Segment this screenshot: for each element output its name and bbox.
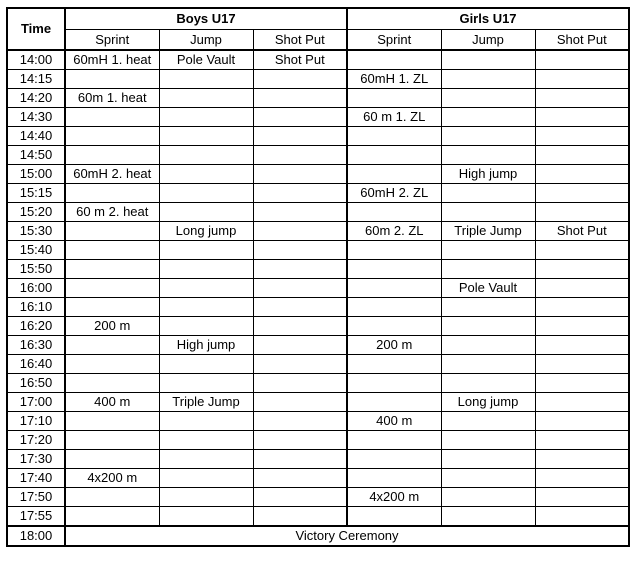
boys-shot-put-cell: [253, 336, 347, 355]
girls-shot-put-cell: [535, 488, 629, 507]
boys-sprint-cell: [65, 70, 159, 89]
boys-jump-cell: [159, 469, 253, 488]
table-row: [7, 70, 629, 89]
boys-jump-cell: Triple Jump: [159, 393, 253, 412]
boys-sprint-cell: [65, 127, 159, 146]
boys-jump-cell: [159, 355, 253, 374]
table-row: [7, 203, 629, 222]
boys-shot-put-cell: [253, 108, 347, 127]
girls-shot-put-cell: [535, 336, 629, 355]
girls-sprint-cell: [347, 279, 441, 298]
boys-sprint-cell: [65, 336, 159, 355]
girls-shot-put-header: Shot Put: [535, 30, 629, 51]
girls-sprint-cell: 60m 2. ZL: [347, 222, 441, 241]
boys-shot-put-cell: [253, 165, 347, 184]
boys-jump-cell: [159, 431, 253, 450]
time-cell: 15:40: [7, 241, 65, 260]
time-cell: 15:15: [7, 184, 65, 203]
boys-shot-put-cell: [253, 203, 347, 222]
girls-jump-cell: [441, 184, 535, 203]
boys-jump-cell: Pole Vault: [159, 50, 253, 70]
girls-jump-cell: Long jump: [441, 393, 535, 412]
boys-sprint-cell: [65, 355, 159, 374]
boys-shot-put-cell: Shot Put: [253, 50, 347, 70]
girls-shot-put-cell: [535, 50, 629, 70]
boys-shot-put-header: Shot Put: [253, 30, 347, 51]
boys-shot-put-cell: [253, 412, 347, 431]
boys-sprint-cell: [65, 184, 159, 203]
time-cell: 16:00: [7, 279, 65, 298]
time-cell: 16:10: [7, 298, 65, 317]
table-row: [7, 317, 629, 336]
boys-jump-cell: Long jump: [159, 222, 253, 241]
girls-jump-cell: [441, 469, 535, 488]
boys-sprint-cell: 60mH 2. heat: [65, 165, 159, 184]
girls-jump-cell: [441, 260, 535, 279]
girls-jump-cell: [441, 146, 535, 165]
table-row: [7, 336, 629, 355]
boys-sprint-cell: [65, 260, 159, 279]
girls-jump-cell: [441, 507, 535, 527]
time-cell: 17:40: [7, 469, 65, 488]
boys-shot-put-cell: [253, 89, 347, 108]
boys-sprint-cell: [65, 374, 159, 393]
girls-shot-put-cell: [535, 70, 629, 89]
time-cell: 14:50: [7, 146, 65, 165]
girls-jump-cell: [441, 298, 535, 317]
boys-jump-cell: [159, 260, 253, 279]
girls-sprint-cell: [347, 469, 441, 488]
sub-header-row: [7, 30, 629, 51]
time-cell: 15:30: [7, 222, 65, 241]
schedule-body: [7, 50, 629, 546]
girls-sprint-cell: [347, 393, 441, 412]
boys-sprint-cell: 60m 1. heat: [65, 89, 159, 108]
table-row: [7, 374, 629, 393]
boys-jump-header: Jump: [159, 30, 253, 51]
girls-jump-cell: [441, 203, 535, 222]
girls-sprint-cell: [347, 241, 441, 260]
girls-sprint-cell: [347, 374, 441, 393]
boys-sprint-cell: [65, 450, 159, 469]
boys-jump-cell: High jump: [159, 336, 253, 355]
boys-shot-put-cell: [253, 393, 347, 412]
girls-jump-cell: [441, 241, 535, 260]
boys-shot-put-cell: [253, 355, 347, 374]
girls-jump-cell: [441, 50, 535, 70]
girls-sprint-cell: [347, 50, 441, 70]
boys-jump-cell: [159, 488, 253, 507]
time-cell: 16:30: [7, 336, 65, 355]
table-row: [7, 393, 629, 412]
girls-shot-put-cell: [535, 203, 629, 222]
girls-sprint-cell: [347, 450, 441, 469]
boys-sprint-cell: [65, 298, 159, 317]
time-cell: 17:10: [7, 412, 65, 431]
girls-jump-cell: Pole Vault: [441, 279, 535, 298]
girls-sprint-cell: [347, 298, 441, 317]
girls-jump-cell: [441, 336, 535, 355]
time-cell: 18:00: [7, 526, 65, 546]
time-cell: 14:15: [7, 70, 65, 89]
boys-jump-cell: [159, 184, 253, 203]
girls-jump-cell: [441, 374, 535, 393]
girls-jump-cell: [441, 70, 535, 89]
boys-shot-put-cell: [253, 222, 347, 241]
time-cell: 14:20: [7, 89, 65, 108]
boys-jump-cell: [159, 165, 253, 184]
boys-sprint-cell: [65, 146, 159, 165]
table-row: [7, 241, 629, 260]
time-cell: 17:20: [7, 431, 65, 450]
time-cell: 14:00: [7, 50, 65, 70]
girls-u17-header: Girls U17: [347, 8, 629, 30]
boys-sprint-cell: 400 m: [65, 393, 159, 412]
boys-shot-put-cell: [253, 507, 347, 527]
time-cell: 15:00: [7, 165, 65, 184]
girls-jump-cell: [441, 488, 535, 507]
girls-sprint-cell: [347, 89, 441, 108]
girls-jump-cell: [441, 317, 535, 336]
time-cell: 15:50: [7, 260, 65, 279]
girls-shot-put-cell: [535, 374, 629, 393]
boys-sprint-header: Sprint: [65, 30, 159, 51]
boys-sprint-cell: [65, 431, 159, 450]
girls-sprint-cell: 60mH 1. ZL: [347, 70, 441, 89]
table-row: [7, 260, 629, 279]
girls-jump-header: Jump: [441, 30, 535, 51]
girls-sprint-cell: [347, 431, 441, 450]
boys-jump-cell: [159, 279, 253, 298]
girls-jump-cell: [441, 108, 535, 127]
table-row: [7, 469, 629, 488]
table-row: [7, 222, 629, 241]
table-row: [7, 450, 629, 469]
girls-shot-put-cell: [535, 355, 629, 374]
girls-shot-put-cell: [535, 146, 629, 165]
boys-shot-put-cell: [253, 127, 347, 146]
girls-sprint-cell: [347, 260, 441, 279]
girls-jump-cell: [441, 89, 535, 108]
boys-sprint-cell: [65, 488, 159, 507]
time-cell: 16:20: [7, 317, 65, 336]
boys-jump-cell: [159, 241, 253, 260]
boys-jump-cell: [159, 203, 253, 222]
boys-sprint-cell: [65, 222, 159, 241]
victory-ceremony-row: [7, 526, 629, 546]
girls-sprint-header: Sprint: [347, 30, 441, 51]
table-row: [7, 89, 629, 108]
boys-shot-put-cell: [253, 488, 347, 507]
girls-sprint-cell: [347, 507, 441, 527]
girls-jump-cell: High jump: [441, 165, 535, 184]
girls-shot-put-cell: Shot Put: [535, 222, 629, 241]
time-column-header: Time: [7, 8, 65, 50]
boys-shot-put-cell: [253, 374, 347, 393]
girls-jump-cell: [441, 355, 535, 374]
girls-jump-cell: [441, 431, 535, 450]
boys-shot-put-cell: [253, 298, 347, 317]
boys-jump-cell: [159, 146, 253, 165]
boys-jump-cell: [159, 412, 253, 431]
table-row: [7, 298, 629, 317]
boys-shot-put-cell: [253, 317, 347, 336]
time-cell: 14:40: [7, 127, 65, 146]
boys-sprint-cell: 60 m 2. heat: [65, 203, 159, 222]
boys-sprint-cell: [65, 108, 159, 127]
time-cell: 17:30: [7, 450, 65, 469]
boys-jump-cell: [159, 89, 253, 108]
girls-jump-cell: [441, 450, 535, 469]
table-row: [7, 488, 629, 507]
girls-sprint-cell: [347, 127, 441, 146]
time-cell: 17:55: [7, 507, 65, 527]
time-cell: 17:00: [7, 393, 65, 412]
time-cell: 16:40: [7, 355, 65, 374]
girls-sprint-cell: [347, 203, 441, 222]
table-row: [7, 146, 629, 165]
boys-shot-put-cell: [253, 146, 347, 165]
table-row: [7, 127, 629, 146]
girls-jump-cell: Triple Jump: [441, 222, 535, 241]
boys-shot-put-cell: [253, 184, 347, 203]
boys-shot-put-cell: [253, 279, 347, 298]
girls-shot-put-cell: [535, 165, 629, 184]
table-row: [7, 279, 629, 298]
girls-sprint-cell: 200 m: [347, 336, 441, 355]
girls-shot-put-cell: [535, 412, 629, 431]
table-row: [7, 165, 629, 184]
girls-shot-put-cell: [535, 431, 629, 450]
girls-shot-put-cell: [535, 260, 629, 279]
boys-jump-cell: [159, 507, 253, 527]
girls-sprint-cell: 60mH 2. ZL: [347, 184, 441, 203]
schedule-table: [6, 7, 630, 547]
time-cell: 14:30: [7, 108, 65, 127]
boys-sprint-cell: [65, 412, 159, 431]
table-row: [7, 412, 629, 431]
girls-jump-cell: [441, 412, 535, 431]
girls-shot-put-cell: [535, 317, 629, 336]
girls-shot-put-cell: [535, 507, 629, 527]
boys-sprint-cell: 4x200 m: [65, 469, 159, 488]
girls-sprint-cell: [347, 355, 441, 374]
time-cell: 15:20: [7, 203, 65, 222]
boys-shot-put-cell: [253, 450, 347, 469]
boys-shot-put-cell: [253, 260, 347, 279]
boys-sprint-cell: 200 m: [65, 317, 159, 336]
girls-sprint-cell: [347, 317, 441, 336]
girls-shot-put-cell: [535, 298, 629, 317]
boys-sprint-cell: 60mH 1. heat: [65, 50, 159, 70]
boys-jump-cell: [159, 374, 253, 393]
girls-jump-cell: [441, 127, 535, 146]
boys-jump-cell: [159, 450, 253, 469]
girls-shot-put-cell: [535, 279, 629, 298]
table-row: [7, 50, 629, 70]
boys-jump-cell: [159, 298, 253, 317]
girls-shot-put-cell: [535, 127, 629, 146]
time-cell: 16:50: [7, 374, 65, 393]
boys-u17-header: Boys U17: [65, 8, 347, 30]
table-row: [7, 184, 629, 203]
table-row: [7, 355, 629, 374]
girls-shot-put-cell: [535, 241, 629, 260]
girls-sprint-cell: 60 m 1. ZL: [347, 108, 441, 127]
boys-shot-put-cell: [253, 431, 347, 450]
girls-shot-put-cell: [535, 89, 629, 108]
boys-jump-cell: [159, 108, 253, 127]
girls-shot-put-cell: [535, 450, 629, 469]
table-row: [7, 507, 629, 527]
table-row: [7, 108, 629, 127]
boys-sprint-cell: [65, 507, 159, 527]
time-cell: 17:50: [7, 488, 65, 507]
boys-sprint-cell: [65, 241, 159, 260]
boys-shot-put-cell: [253, 241, 347, 260]
boys-jump-cell: [159, 127, 253, 146]
girls-shot-put-cell: [535, 393, 629, 412]
boys-shot-put-cell: [253, 70, 347, 89]
girls-shot-put-cell: [535, 184, 629, 203]
girls-sprint-cell: [347, 165, 441, 184]
boys-shot-put-cell: [253, 469, 347, 488]
boys-jump-cell: [159, 317, 253, 336]
girls-shot-put-cell: [535, 108, 629, 127]
girls-sprint-cell: [347, 146, 441, 165]
victory-ceremony-label: Victory Ceremony: [65, 526, 629, 546]
boys-jump-cell: [159, 70, 253, 89]
girls-sprint-cell: 400 m: [347, 412, 441, 431]
girls-sprint-cell: 4x200 m: [347, 488, 441, 507]
girls-shot-put-cell: [535, 469, 629, 488]
table-row: [7, 431, 629, 450]
boys-sprint-cell: [65, 279, 159, 298]
